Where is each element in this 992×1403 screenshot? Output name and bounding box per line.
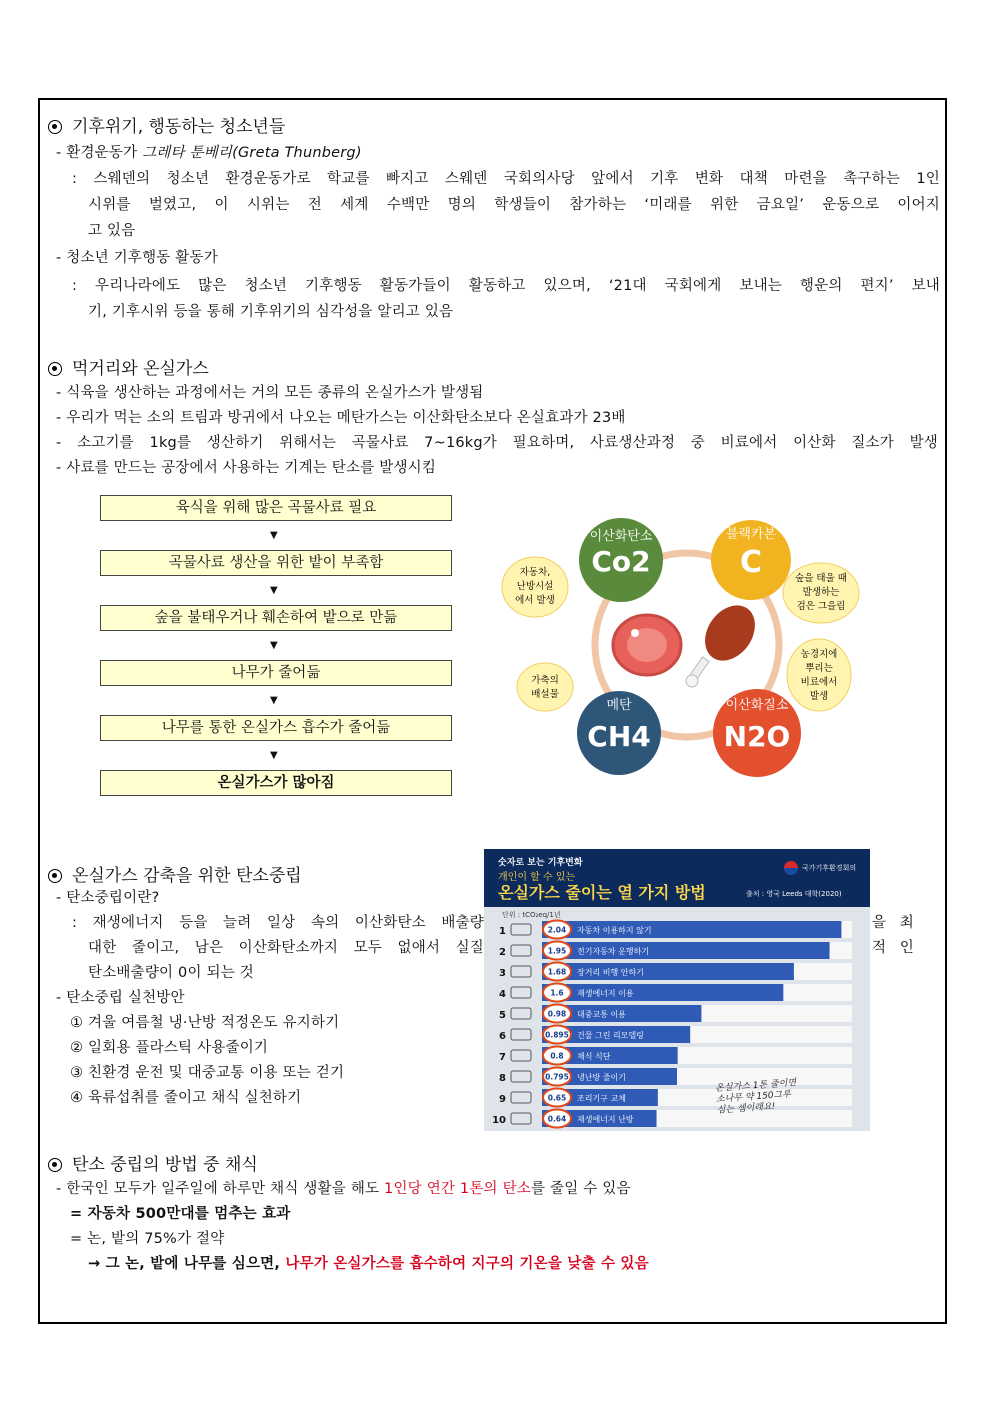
practice-item: ② 일회용 플라스틱 사용줄이기 <box>70 1040 269 1056</box>
section-heading-climate-youth: 기후위기, 행동하는 청소년들 <box>48 112 285 137</box>
definition-line2a: 대한 줄이고, 남은 이산화탄소까지 모두 없애서 실질 <box>88 940 484 956</box>
definition-line3: 탄소배출량이 0이 되는 것 <box>88 965 254 981</box>
vegetarian-line3: = 논, 밭의 75%가 절약 <box>70 1231 225 1247</box>
rank-label: 2 <box>499 947 506 958</box>
drumstick-icon <box>686 596 765 687</box>
svg-text:N2O: N2O <box>723 720 791 753</box>
rank-label: 6 <box>499 1031 506 1042</box>
svg-text:CH4: CH4 <box>587 720 651 753</box>
flow-step: 곡물사료 생산을 위한 밭이 부족함 <box>100 550 452 576</box>
value-label: 0.8 <box>550 1051 564 1061</box>
youth-desc-line1: : 우리나라에도 많은 청소년 기후행동 활동가들이 활동하고 있으며, ‘21대 국회에게 보내는 행운의 편지’ 보내 <box>72 278 940 294</box>
rank-label: 4 <box>499 989 506 1000</box>
vegetarian-line2: = 자동차 500만대를 멈추는 효과 <box>70 1206 291 1222</box>
vegetarian-line4: → 그 논, 밭에 나무를 심으면, 나무가 온실가스를 흡수하여 지구의 기온을 낮출 수 있음 <box>88 1256 649 1272</box>
svg-text:자동차,: 자동차, <box>519 567 551 578</box>
activist-desc-line3: 고 있음 <box>88 223 136 239</box>
svg-text:난방시설: 난방시설 <box>516 581 554 592</box>
rank-label: 5 <box>499 1010 506 1021</box>
highlight-trees-absorb: 나무가 온실가스를 흡수하여 지구의 기온을 낮출 수 있음 <box>285 1256 649 1272</box>
category-label: 채식 식단 <box>577 1052 611 1061</box>
rank-label: 3 <box>499 968 506 979</box>
activist-line: - 환경운동가 그레타 툰베리(Greta Thunberg) <box>56 145 362 161</box>
svg-text:검은 그을림: 검은 그을림 <box>796 601 846 612</box>
section-heading-vegetarian: 탄소 중립의 방법 중 채식 <box>48 1150 258 1175</box>
svg-text:이산화탄소: 이산화탄소 <box>589 529 653 544</box>
value-label: 0.65 <box>547 1093 567 1103</box>
definition-line2b: 적 인 <box>872 940 914 956</box>
rank-label: 1 <box>499 926 506 937</box>
food-line: - 사료를 만드는 공장에서 사용하는 기계는 탄소를 발생시킴 <box>56 460 437 476</box>
food-line: - 식육을 생산하는 과정에서는 거의 모든 종류의 온실가스가 발생됨 <box>56 385 484 401</box>
action-icon <box>511 987 531 998</box>
flow-arrow-icon: ▼ <box>270 530 278 541</box>
practice-item: ① 겨울 여름철 냉·난방 적정온도 유지하기 <box>70 1015 340 1031</box>
pine-tree-note: 온실가스 1톤 줄이면 소나무 약 150그루 심는 셈이래요! <box>714 1078 797 1116</box>
section-heading-food-ghg: 먹거리와 온실가스 <box>48 354 209 379</box>
value-label: 0.64 <box>547 1114 567 1124</box>
rank-label: 10 <box>492 1115 506 1126</box>
flow-step-final: 온실가스가 많아짐 <box>100 770 452 796</box>
action-icon <box>511 924 531 935</box>
food-line: - 우리가 먹는 소의 트림과 방귀에서 나오는 메탄가스는 이산화탄소보다 온실효과가 23배 <box>56 410 626 426</box>
steak-icon <box>613 615 681 675</box>
svg-text:블랙카본: 블랙카본 <box>725 527 777 542</box>
flow-arrow-icon: ▼ <box>270 585 278 596</box>
category-label: 재생에너지 이용 <box>577 989 634 998</box>
rank-label: 9 <box>499 1094 506 1105</box>
flow-arrow-icon: ▼ <box>270 695 278 706</box>
svg-text:비료에서: 비료에서 <box>800 677 838 688</box>
action-icon <box>511 1071 531 1082</box>
flow-step: 나무가 줄어듦 <box>100 660 452 686</box>
svg-text:배설물: 배설물 <box>531 689 559 700</box>
practice-heading: - 탄소중립 실천방안 <box>56 990 185 1006</box>
ghg-cycle-diagram <box>495 505 880 780</box>
svg-text:뿌리는: 뿌리는 <box>805 663 833 674</box>
value-label: 1.68 <box>547 967 567 977</box>
value-label: 2.04 <box>547 925 567 935</box>
rank-label: 7 <box>499 1052 506 1063</box>
infographic-header: 숫자로 보는 기후변화 개인이 할 수 있는 온실가스 줄이는 열 가지 방법 국가기후환경회의 출처 : 영국 Leeds 대학(2020) <box>484 849 870 907</box>
action-icon <box>511 1029 531 1040</box>
action-icon <box>511 945 531 956</box>
definition-line1b: 을 최 <box>872 915 914 931</box>
highlight-one-ton: 1인당 연간 1톤의 탄소 <box>384 1181 531 1197</box>
infographic-ten-ways: 숫자로 보는 기후변화 개인이 할 수 있는 온실가스 줄이는 열 가지 방법 국가기후환경회의 출처 : 영국 Leeds 대학(2020) 단위 : tCO₂eq/1년 1 2.04 자동차 이용하지 않기 2 1.95 전기자동차 운행하기 3 1.68 장거리 비행 안하기 4 1.6 재생에너지 이용 5 0.98 대중교통 이용 6 0.895 건물 그린 리모델링 7 0.8 채식 식단 8 0.795 냉난방 줄이기 9 0.65 조리기구 교체 10 0.64 재생에너지 난방 온실가스 1톤 줄이면 소나무 약 150그루 심는 셈이래요! <box>484 849 870 1131</box>
practice-item: ④ 육류섭취를 줄이고 채식 실천하기 <box>70 1090 302 1106</box>
action-icon <box>511 966 531 977</box>
carbon-neutral-question: - 탄소중립이란? <box>56 890 160 906</box>
svg-text:Co2: Co2 <box>591 545 651 578</box>
svg-text:메탄: 메탄 <box>606 698 632 713</box>
svg-text:농경지에: 농경지에 <box>800 649 838 660</box>
category-label: 전기자동차 운행하기 <box>577 947 650 956</box>
section-heading-carbon-neutral: 온실가스 감축을 위한 탄소중립 <box>48 861 302 886</box>
svg-text:가축의: 가축의 <box>531 675 559 686</box>
value-label: 1.6 <box>550 988 564 998</box>
category-label: 자동차 이용하지 않기 <box>577 926 652 935</box>
food-line: - 소고기를 1kg를 생산하기 위해서는 곡물사료 7~16kg가 필요하며, 사료생산과정 중 비료에서 이산화 질소가 발생 <box>56 435 938 451</box>
category-label: 장거리 비행 안하기 <box>577 968 644 977</box>
value-label: 0.895 <box>545 1030 569 1040</box>
category-label: 냉난방 줄이기 <box>577 1073 626 1082</box>
action-icon <box>511 1050 531 1061</box>
radio-bullet-icon <box>48 120 62 134</box>
radio-bullet-icon <box>48 362 62 376</box>
svg-text:발생하는: 발생하는 <box>802 587 840 598</box>
category-label: 대중교통 이용 <box>577 1010 626 1019</box>
value-label: 0.795 <box>545 1072 569 1082</box>
svg-text:C: C <box>739 545 763 580</box>
definition-line1a: : 재생에너지 등을 늘려 일상 속의 이산화탄소 배출량 <box>72 915 484 931</box>
ch4-note <box>517 663 573 711</box>
svg-text:발생: 발생 <box>809 691 829 702</box>
category-label: 건물 그린 리모델링 <box>577 1031 644 1040</box>
ten-ways-bar-chart <box>484 919 870 1131</box>
practice-item: ③ 친환경 운전 및 대중교통 이용 또는 걷기 <box>70 1065 345 1081</box>
svg-text:이산화질소: 이산화질소 <box>725 698 789 713</box>
value-label: 1.95 <box>547 946 567 956</box>
vegetarian-line1: - 한국인 모두가 일주일에 하루만 채식 생활을 해도 1인당 연간 1톤의 탄소를 줄일 수 있음 <box>56 1181 631 1197</box>
radio-bullet-icon <box>48 869 62 883</box>
greta-name: 그레타 툰베리(Greta Thunberg) <box>142 145 362 161</box>
svg-text:에서 발생: 에서 발생 <box>515 595 555 606</box>
youth-desc-line2: 기, 기후시위 등을 통해 기후위기의 심각성을 알리고 있음 <box>88 304 454 320</box>
radio-bullet-icon <box>48 1158 62 1172</box>
action-icon <box>511 1092 531 1103</box>
action-icon <box>511 1113 531 1124</box>
activist-desc-line1: : 스웨덴의 청소년 환경운동가로 학교를 빠지고 스웨덴 국회의사당 앞에서 기후 변화 대책 마련을 촉구하는 1인 <box>72 171 940 187</box>
activist-desc-line2: 시위를 벌였고, 이 시위는 전 세계 수백만 명의 학생들이 참가하는 ‘미래를 위한 금요일’ 운동으로 이어지 <box>88 197 940 213</box>
flow-step: 숲을 불태우거나 훼손하여 밭으로 만듦 <box>100 605 452 631</box>
government-emblem-icon <box>784 861 798 875</box>
action-icon <box>511 1008 531 1019</box>
youth-activist-line: - 청소년 기후행동 활동가 <box>56 250 218 266</box>
category-label: 조리기구 교체 <box>577 1094 626 1103</box>
flow-step: 나무를 통한 온실가스 흡수가 줄어듦 <box>100 715 452 741</box>
flow-step: 육식을 위해 많은 곡물사료 필요 <box>100 495 452 521</box>
svg-text:숲을 태울 때: 숲을 태울 때 <box>795 573 847 584</box>
flow-arrow-icon: ▼ <box>270 640 278 651</box>
flow-arrow-icon: ▼ <box>270 750 278 761</box>
rank-label: 8 <box>499 1073 506 1084</box>
value-label: 0.98 <box>547 1009 567 1019</box>
category-label: 재생에너지 난방 <box>577 1115 634 1124</box>
